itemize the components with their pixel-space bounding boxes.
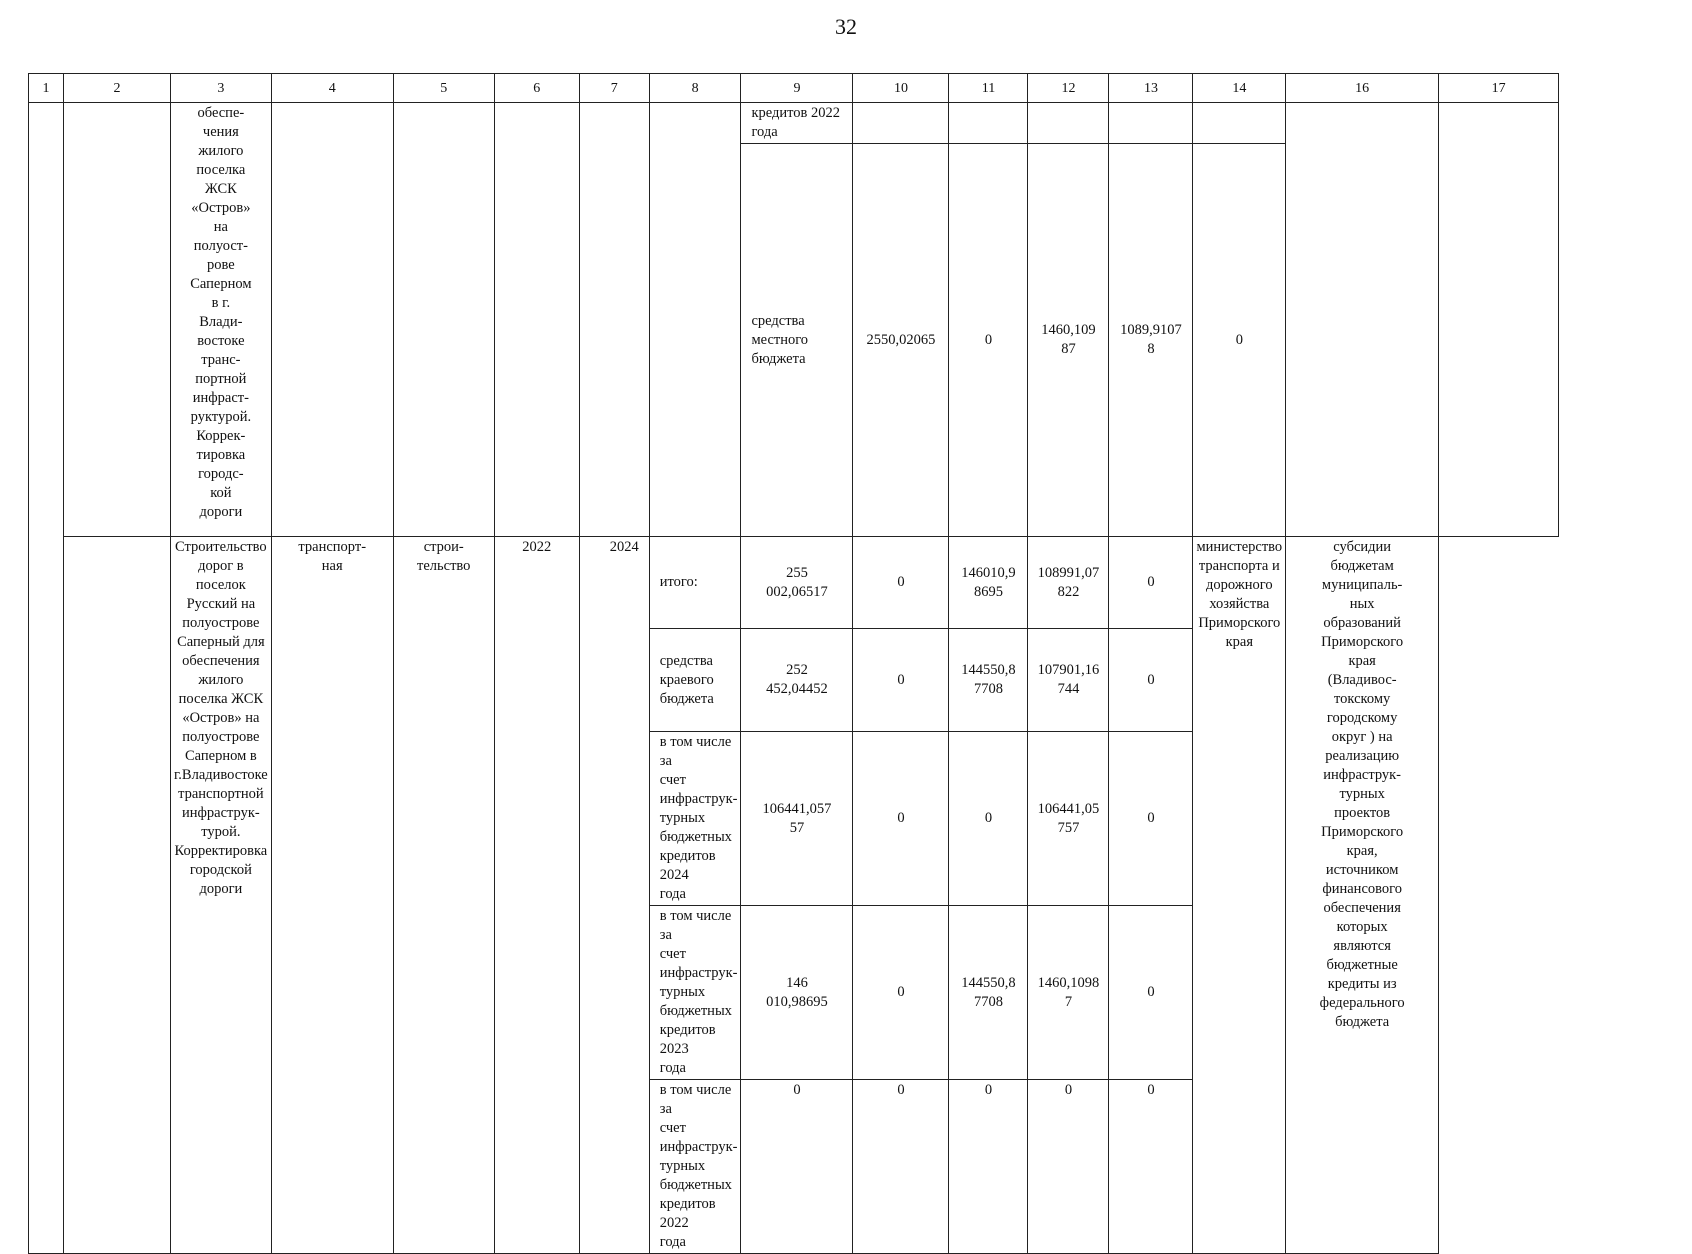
amount-2025-cell: 0: [1193, 144, 1286, 537]
amount-2025-cell: 0: [1109, 732, 1193, 906]
amount-total-cell: 146 010,98695: [741, 906, 853, 1080]
col4-cell: [271, 103, 393, 537]
col8-cell: [649, 103, 741, 537]
amount-2022-cell: 0: [853, 629, 949, 732]
amount-2022-cell: 0: [853, 732, 949, 906]
header-cell: 5: [393, 74, 494, 103]
amount-2023-cell: 1460,109 87: [1028, 144, 1109, 537]
table-row: [29, 537, 1559, 629]
amount-2023-cell: 144550,8 7708: [949, 906, 1028, 1080]
funding-source-label: в том числе за счет инфраструк- турных бюджетных кредитов 2023 года: [649, 906, 741, 1080]
header-cell: 16: [1286, 74, 1439, 103]
table-row: [29, 103, 1559, 144]
funding-source-label: средства краевого бюджета: [649, 629, 741, 732]
amount-2022-cell: 0: [949, 144, 1028, 537]
col17-cell: [1439, 103, 1559, 537]
end-year-cell: 2024: [579, 537, 649, 1254]
header-cell: 17: [1439, 74, 1559, 103]
funding-source-label: итого:: [649, 537, 741, 629]
header-cell: 8: [649, 74, 741, 103]
col7-cell: [579, 103, 649, 537]
amount-2023-cell: 0: [949, 732, 1028, 906]
financing-description-cell: субсидии бюджетам муниципаль- ных образований Приморского края (Владивос- токскому городскому округ ) на реализацию инфраструк- турных проектов Приморского края, источником финансового обеспечения которых являются бюджетные кредиты из федерального бюджета: [1286, 537, 1439, 1254]
header-cell: 1: [29, 74, 64, 103]
amount-total-cell: 252 452,04452: [741, 629, 853, 732]
amount-2025-cell: 0: [1109, 629, 1193, 732]
header-cell: 4: [271, 74, 393, 103]
col1-cell: [29, 103, 64, 1254]
header-cell: 10: [853, 74, 949, 103]
amount-2024-cell: 107901,16 744: [1028, 629, 1109, 732]
amount-2022-cell: [949, 103, 1028, 144]
funding-source-label: в том числе за счет инфраструк- турных бюджетных кредитов 2024 года: [649, 732, 741, 906]
funding-source-label: в том числе за счет инфраструк- турных бюджетных кредитов 2022 года: [649, 1080, 741, 1254]
header-cell: 2: [64, 74, 171, 103]
header-cell: 14: [1193, 74, 1286, 103]
object-name-cell: обеспе- чения жилого поселка ЖСК «Остров» на полуост- рове Саперном в г. Влади- востоке транс- портной инфраст- руктурой. Коррек- тировка городс- кой дороги: [171, 103, 272, 537]
object-name-cell: Строительство дорог в поселок Русский на полуострове Саперный для обеспечения жилого поселка ЖСК «Остров» на полуострове Саперном в г.Владивостоке транспортной инфраструк- турой. Корректировка городской дороги: [171, 537, 272, 1254]
amount-2023-cell: [1028, 103, 1109, 144]
start-year-cell: 2022: [494, 537, 579, 1254]
amount-2025-cell: 0: [1109, 1080, 1193, 1254]
program-table: [28, 73, 1559, 1254]
amount-2022-cell: 0: [853, 537, 949, 629]
amount-2024-cell: 108991,07 822: [1028, 537, 1109, 629]
amount-2022-cell: 0: [853, 906, 949, 1080]
amount-total-cell: 2550,02065: [853, 144, 949, 537]
amount-2024-cell: 1089,9107 8: [1109, 144, 1193, 537]
amount-total-cell: 255 002,06517: [741, 537, 853, 629]
col16-cell: [1286, 103, 1439, 537]
header-cell: 12: [1028, 74, 1109, 103]
header-cell: 6: [494, 74, 579, 103]
work-type-cell: строи- тельство: [393, 537, 494, 1254]
amount-total-cell: [853, 103, 949, 144]
amount-2023-cell: 0: [949, 1080, 1028, 1254]
col6-cell: [494, 103, 579, 537]
amount-total-cell: 0: [741, 1080, 853, 1254]
amount-2025-cell: 0: [1109, 537, 1193, 629]
amount-2023-cell: 146010,9 8695: [949, 537, 1028, 629]
header-cell: 7: [579, 74, 649, 103]
object-type-cell: транспорт- ная: [271, 537, 393, 1254]
page-number: 32: [835, 14, 857, 39]
funding-source-label: средства местного бюджета: [741, 144, 853, 537]
amount-total-cell: 106441,057 57: [741, 732, 853, 906]
header-cell: 13: [1109, 74, 1193, 103]
funding-source-label: кредитов 2022 года: [741, 103, 853, 144]
amount-2025-cell: 0: [1109, 906, 1193, 1080]
amount-2023-cell: 144550,8 7708: [949, 629, 1028, 732]
amount-2024-cell: 0: [1028, 1080, 1109, 1254]
amount-2022-cell: 0: [853, 1080, 949, 1254]
amount-2024-cell: 106441,05 757: [1028, 732, 1109, 906]
header-cell: 9: [741, 74, 853, 103]
col2-cell: [64, 103, 171, 537]
responsible-agency-cell: министерство транспорта и дорожного хозяйства Приморского края: [1193, 537, 1286, 1254]
amount-2025-cell: [1193, 103, 1286, 144]
amount-2024-cell: [1109, 103, 1193, 144]
header-cell: 3: [171, 74, 272, 103]
header-cell: 11: [949, 74, 1028, 103]
col2-cell: [64, 537, 171, 1254]
amount-2024-cell: 1460,1098 7: [1028, 906, 1109, 1080]
header-row: [29, 74, 1559, 103]
col5-cell: [393, 103, 494, 537]
